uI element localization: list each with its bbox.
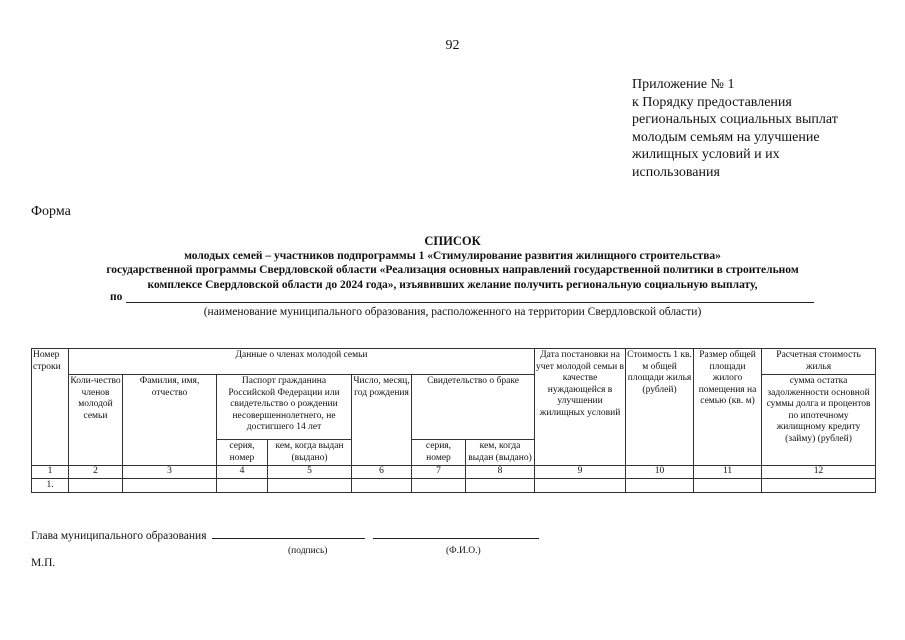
column-number: 3 [123,466,217,479]
signature-line [31,530,539,542]
header-passport-issued: кем, когда выдан (выдано) [268,440,352,466]
title-line: комплексе Свердловской области до 2024 года», изъявивших желание получить региональную социальную выплату, [147,278,758,291]
table-cell[interactable] [466,478,535,493]
page-number: 92 [445,38,460,53]
table-cell[interactable] [762,478,876,493]
header-area-size: Размер общей площади жилого помещения на семью (кв. м) [694,349,762,466]
header-birth-date: Число, месяц, год рождения [352,375,412,466]
form-label: Форма [31,204,71,219]
header-marriage-issued: кем, когда выдан (выдано) [466,440,535,466]
header-family-data: Данные о членах молодой семьи [69,349,535,375]
municipality-note: (наименование муниципального образования, расположенного на территории Свердловской области) [203,306,702,318]
table-cell[interactable] [123,478,217,493]
municipality-line [110,291,814,303]
column-number: 1 [32,466,69,479]
header-calc-cost: Расчетная стоимость жилья [762,349,876,375]
appendix-line: к Порядку предоставления [632,94,792,110]
title-line: государственной программы Свердловской области «Реализация основных направлений государственной политики в строительном [106,264,799,276]
appendix-block [632,76,882,181]
column-number: 9 [535,466,626,479]
header-passport-series: серия, номер [217,440,268,466]
po-label: по [110,291,123,303]
column-number: 11 [694,466,762,479]
table-cell[interactable] [626,478,694,493]
column-number: 8 [466,466,535,479]
header-full-name: Фамилия, имя, отчество [123,375,217,466]
column-number: 4 [217,466,268,479]
appendix-line: Приложение № 1 [632,77,735,92]
table-cell[interactable] [694,478,762,493]
municipality-blank[interactable] [126,292,814,303]
name-caption: (Ф.И.О.) [446,546,481,556]
column-number: 5 [268,466,352,479]
header-marriage-series: серия, номер [412,440,466,466]
column-number: 7 [412,466,466,479]
stamp-label: М.П. [31,557,56,569]
header-row-number: Номер строки [32,349,69,466]
table-cell[interactable] [412,478,466,493]
header-debt-sum: сумма остатка задолженности основной суммы долга и процентов по ипотечному жилищному кредиту (займу) (рублей) [762,375,876,466]
header-cost-per-m2: Стоимость 1 кв. м общей площади жилья (рублей) [626,349,694,466]
column-number: 12 [762,466,876,479]
title-line: молодых семей – участников подпрограммы 1 «Стимулирование развития жилищного строительства» [184,249,721,262]
column-number: 10 [626,466,694,479]
signature-blank[interactable] [212,530,365,539]
appendix-line: использования [632,164,720,180]
table-cell[interactable] [268,478,352,493]
name-blank[interactable] [373,530,539,539]
title-heading: СПИСОК [424,234,481,248]
table-row [32,478,876,493]
header-members-count: Коли-чество членов молодой семьи [69,375,123,466]
header-marriage-cert: Свидетельство о браке [412,375,535,440]
table-cell[interactable] [535,478,626,493]
head-label: Глава муниципального образования [31,530,207,542]
column-number: 2 [69,466,123,479]
table-cell[interactable] [69,478,123,493]
document-title [40,234,865,292]
header-registration-date: Дата постановки на учет молодой семьи в качестве нуждающейся в улучшении жилищных условий [535,349,626,466]
table-cell[interactable] [217,478,268,493]
signature-caption: (подпись) [288,546,328,556]
family-list-table [31,348,876,493]
appendix-line: жилищных условий и их [632,147,780,162]
column-number: 6 [352,466,412,479]
table-cell[interactable] [352,478,412,493]
appendix-line: молодым семьям на улучшение [632,129,820,145]
header-passport: Паспорт гражданина Российской Федерации или свидетельство о рождении несовершеннолетнего, не достигшего 14 лет [217,375,352,440]
appendix-line: региональных социальных выплат [632,112,838,127]
row-number: 1. [32,478,69,493]
